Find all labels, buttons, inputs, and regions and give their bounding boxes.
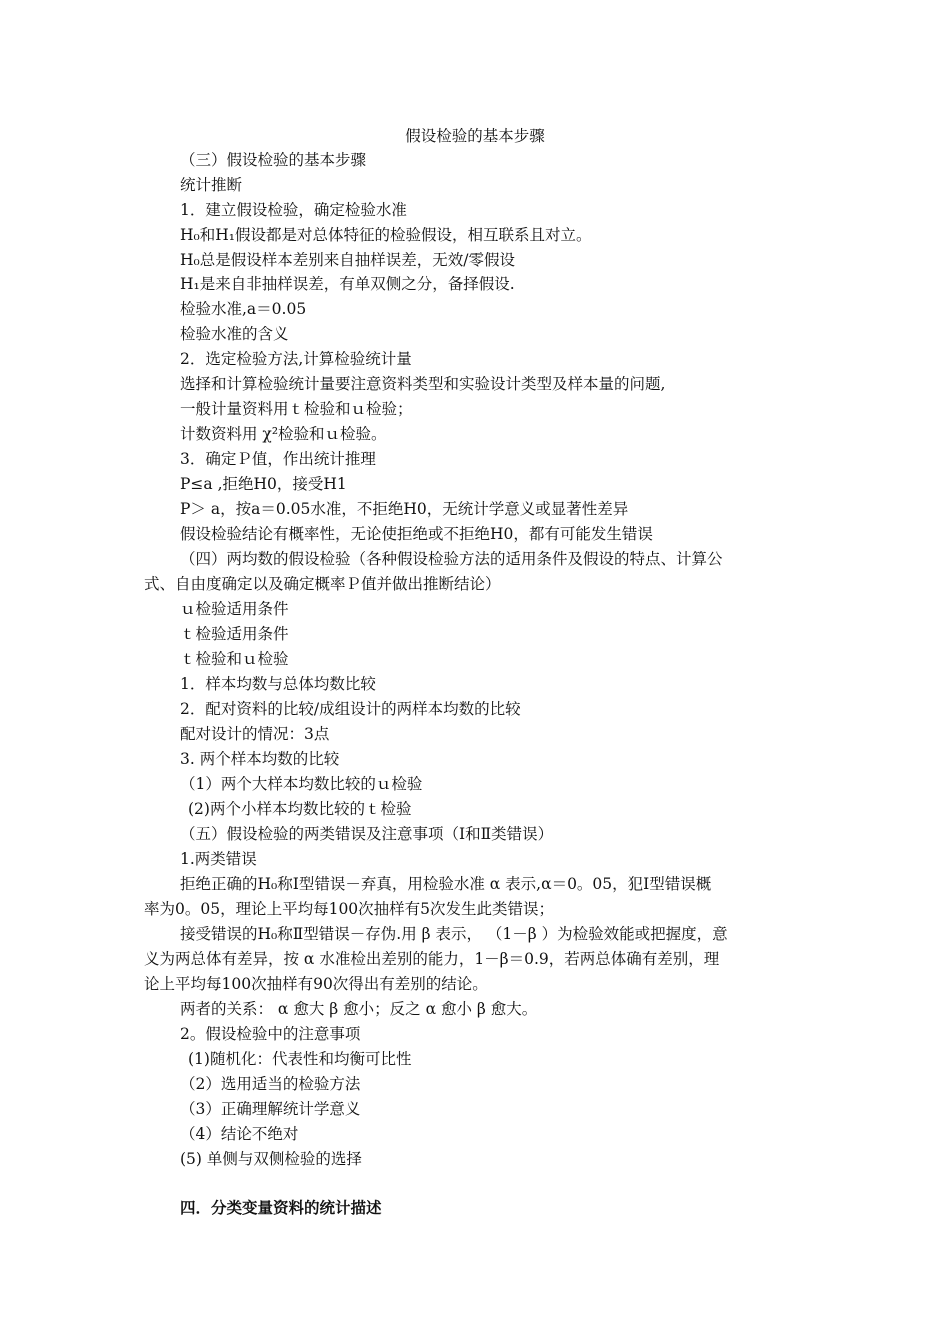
text-line: H₀和H₁假设都是对总体特征的检验假设，相互联系且对立。 <box>180 226 592 244</box>
section-heading-cont: 式、自由度确定以及确定概率Ｐ值并做出推断结论） <box>144 575 501 593</box>
step-heading: 2．选定检验方法,计算检验统计量 <box>180 350 412 368</box>
text-line: 两者的关系： α 愈大 β 愈小；反之 α 愈小 β 愈大。 <box>180 1000 538 1018</box>
text-line: P≤a ,拒绝H0，接受H1 <box>180 475 347 493</box>
text-line: 1.两类错误 <box>180 850 257 868</box>
text-line: （4）结论不绝对 <box>180 1125 299 1143</box>
section-heading: （五）假设检验的两类错误及注意事项（Ⅰ和Ⅱ类错误） <box>180 825 554 843</box>
chapter-heading: 四．分类变量资料的统计描述 <box>180 1199 382 1217</box>
text-line: ｔ检验和ｕ检验 <box>180 650 289 668</box>
text-line: 1．样本均数与总体均数比较 <box>180 675 376 693</box>
text-line: (5) 单侧与双侧检验的选择 <box>180 1150 362 1168</box>
section-heading: （三）假设检验的基本步骤 <box>180 151 367 169</box>
text-line: 配对设计的情况：3点 <box>180 725 330 743</box>
text-line: 一般计量资料用ｔ检验和ｕ检验； <box>180 400 413 418</box>
document-title: 假设检验的基本步骤 <box>405 127 545 145</box>
text-line: 3. 两个样本均数的比较 <box>180 750 340 768</box>
text-line: H₀总是假设样本差别来自抽样误差，无效/零假设 <box>180 251 515 269</box>
text-line: 2．配对资料的比较/成组设计的两样本均数的比较 <box>180 700 521 718</box>
text-line: （2）选用适当的检验方法 <box>180 1075 361 1093</box>
text-line: 计数资料用 χ²检验和ｕ检验。 <box>180 425 387 443</box>
step-heading: 1．建立假设检验，确定检验水准 <box>180 201 407 219</box>
text-line: 率为0。05，理论上平均每100次抽样有5次发生此类错误； <box>144 900 555 918</box>
text-line: 论上平均每100次抽样有90次得出有差别的结论。 <box>144 975 488 993</box>
text-line: ｕ检验适用条件 <box>180 600 289 618</box>
text-line: 义为两总体有差异，按 α 水准检出差别的能力，1－β＝0.9，若两总体确有差别，理 <box>144 950 720 968</box>
text-line: 检验水准,a＝0.05 <box>180 300 307 318</box>
text-line: 统计推断 <box>180 176 243 194</box>
section-heading: （四）两均数的假设检验（各种假设检验方法的适用条件及假设的特点、计算公 <box>180 550 723 568</box>
text-line: （3）正确理解统计学意义 <box>180 1100 361 1118</box>
text-line: 假设检验结论有概率性，无论使拒绝或不拒绝H0，都有可能发生错误 <box>180 525 653 543</box>
step-heading: 3．确定Ｐ值，作出统计推理 <box>180 450 376 468</box>
text-line: H₁是来自非抽样误差，有单双侧之分，备择假设. <box>180 275 515 293</box>
text-line: （1）两个大样本均数比较的ｕ检验 <box>180 775 423 793</box>
text-line: 接受错误的H₀称Ⅱ型错误－存伪.用 β 表示， （1－β ）为检验效能或把握度，意 <box>180 925 728 943</box>
text-line: ｔ检验适用条件 <box>180 625 289 643</box>
text-line: (1)随机化：代表性和均衡可比性 <box>188 1050 412 1068</box>
text-line: 2。假设检验中的注意事项 <box>180 1025 361 1043</box>
text-line: 检验水准的含义 <box>180 325 289 343</box>
text-line: 拒绝正确的H₀称Ⅰ型错误－弃真，用检验水准 α 表示,α＝0。05，犯Ⅰ型错误概 <box>180 875 712 893</box>
text-line: 选择和计算检验统计量要注意资料类型和实验设计类型及样本量的问题, <box>180 375 666 393</box>
text-line: P＞ a，按a＝0.05水准，不拒绝H0，无统计学意义或显著性差异 <box>180 500 629 518</box>
text-line: (2)两个小样本均数比较的ｔ检验 <box>188 800 412 818</box>
